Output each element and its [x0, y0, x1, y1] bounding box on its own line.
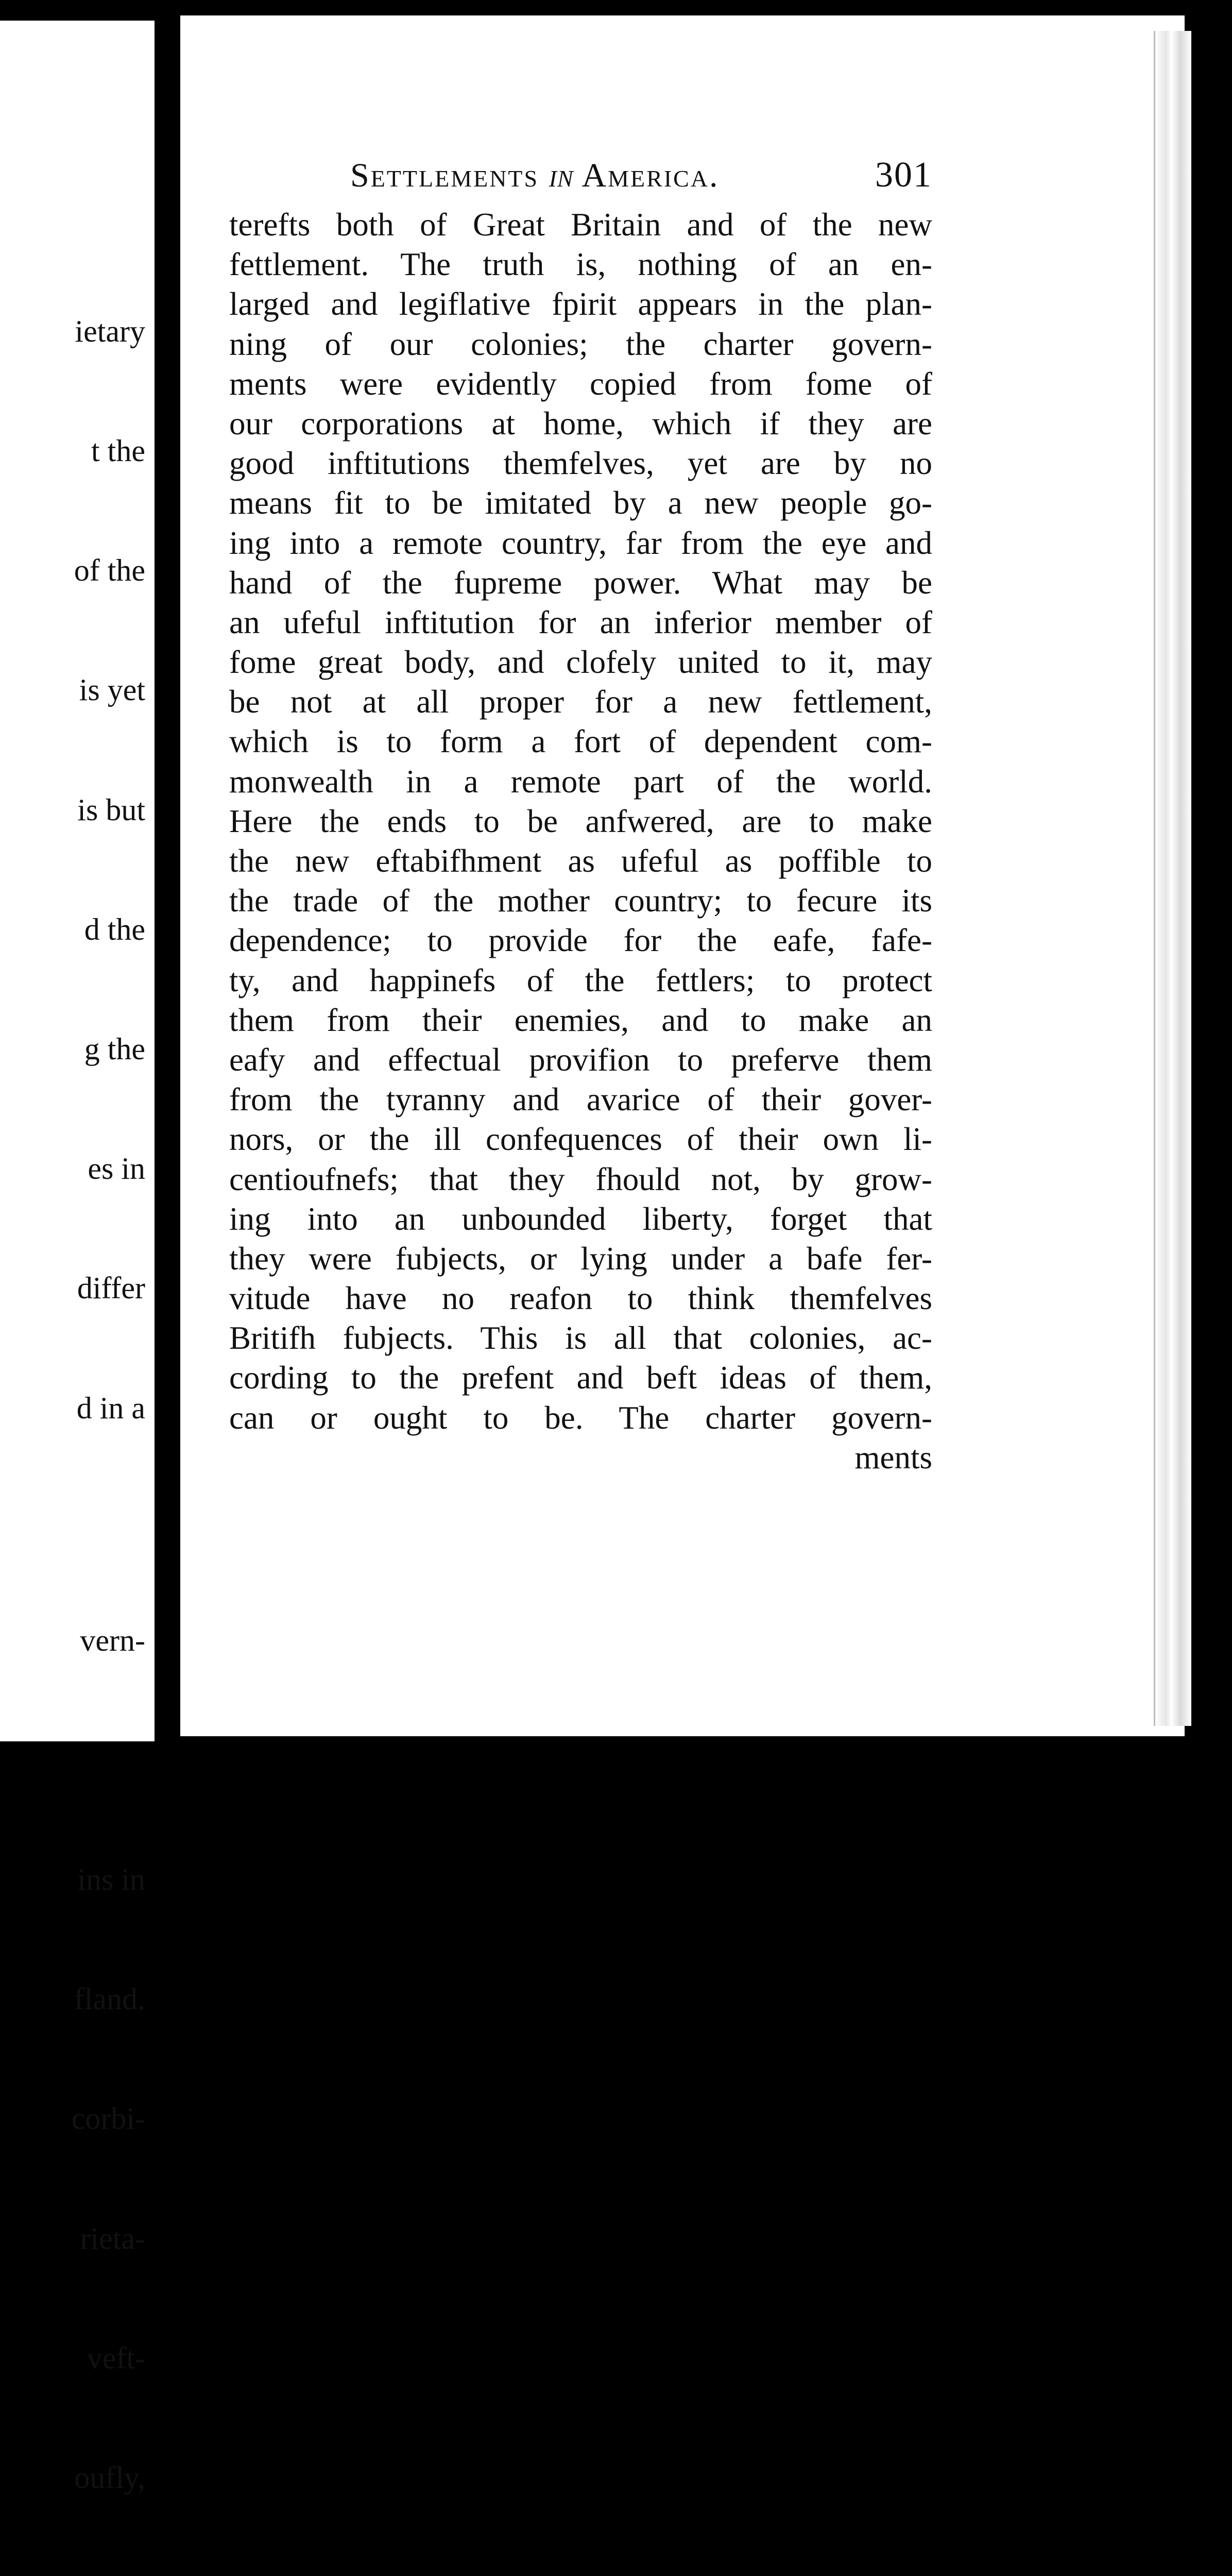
scan-bottom-border: [0, 1752, 1232, 1781]
text-line: ty, and happinefs of the fettlers; to protect: [229, 962, 932, 998]
text-line: cording to the prefent and beft ideas of them,: [229, 1360, 932, 1396]
running-head: [350, 155, 932, 196]
left-fragment: corbi-: [71, 2102, 145, 2136]
left-fragment: t the: [91, 434, 145, 468]
text-line: they were fubjects, or lying under a bafe fer-: [229, 1240, 932, 1277]
paragraph-gap: [68, 1508, 145, 1541]
text-line: nors, or the ill confequences of their own li-: [229, 1121, 932, 1158]
left-page-text-fragments: [68, 232, 145, 2576]
running-head-title: [350, 156, 720, 195]
left-fragment: veft-: [87, 2341, 145, 2375]
text-line: hand of the fupreme power. What may be: [229, 564, 932, 601]
catchword: ments: [854, 1439, 932, 1476]
left-fragment: g the: [84, 1032, 145, 1066]
book-gutter: [155, 10, 180, 1752]
text-line: be not at all proper for a new fettlement,: [229, 684, 932, 720]
text-line: fettlement. The truth is, nothing of an en-: [229, 246, 932, 283]
running-head-title-end: America.: [573, 157, 720, 194]
left-fragment: rieta-: [80, 2221, 145, 2256]
text-line: ing into a remote country, far from the eye and: [229, 524, 932, 561]
left-fragment: fland.: [74, 1982, 145, 2016]
text-line: centioufnefs; that they fhould not, by grow-: [229, 1161, 932, 1197]
text-line: good inftitutions themfelves, yet are by no: [229, 445, 932, 482]
body-text: [229, 205, 932, 1478]
left-fragment: es in: [88, 1151, 145, 1186]
text-line: ments were evidently copied from fome of: [229, 365, 932, 402]
text-line: eafy and effectual provifion to preferve them: [229, 1041, 932, 1078]
text-line: them from their enemies, and to make an: [229, 1002, 932, 1038]
left-fragment: is but: [77, 792, 145, 827]
left-fragment: ietary: [75, 314, 145, 348]
text-line: terefts both of Great Britain and of the new: [229, 207, 932, 243]
left-fragment: ins in: [77, 1862, 145, 1897]
text-line: Here the ends to be anfwered, are to make: [229, 803, 932, 839]
running-head-title-italic: in: [549, 157, 574, 194]
text-line: the trade of the mother country; to fecure its: [229, 883, 932, 919]
text-line: dependence; to provide for the eafe, fafe-: [229, 922, 932, 959]
running-head-title-start: Settlements: [350, 157, 549, 194]
left-fragment: d in a: [76, 1391, 145, 1425]
page-number: 301: [875, 155, 932, 195]
left-fragment: is yet: [79, 673, 145, 707]
text-line: larged and legiflative fpirit appears in the plan-: [229, 286, 932, 323]
text-line: fome great body, and clofely united to it, may: [229, 644, 932, 681]
text-line: which is to form a fort of dependent com-: [229, 723, 932, 760]
text-line: our corporations at home, which if they are: [229, 405, 932, 442]
left-fragment: differ: [77, 1271, 145, 1306]
left-page-edge: [0, 21, 155, 2495]
text-line: the new eftabifhment as ufeful as poffible to: [229, 843, 932, 879]
text-line: vitude have no reafon to think themfelves: [229, 1280, 932, 1317]
text-line: ing into an unbounded liberty, forget that: [229, 1200, 932, 1237]
text-line: an ufeful inftitution for an inferior member of: [229, 604, 932, 640]
left-fragment: d the: [84, 912, 145, 946]
text-line: ning of our colonies; the charter govern-: [229, 326, 932, 362]
left-fragment: oufly,: [74, 2461, 145, 2495]
left-fragment: vern-: [80, 1623, 145, 1657]
text-line: monwealth in a remote part of the world.: [229, 763, 932, 800]
text-line: from the tyranny and avarice of their gover-: [229, 1081, 932, 1118]
text-line: means fit to be imitated by a new people go-: [229, 485, 932, 521]
page-edges: [1154, 31, 1191, 1726]
left-fragment: of the: [74, 553, 145, 588]
text-line: Britifh fubjects. This is all that colonies, ac-: [229, 1320, 932, 1357]
text-line: can or ought to be. The charter govern-: [229, 1399, 932, 1436]
